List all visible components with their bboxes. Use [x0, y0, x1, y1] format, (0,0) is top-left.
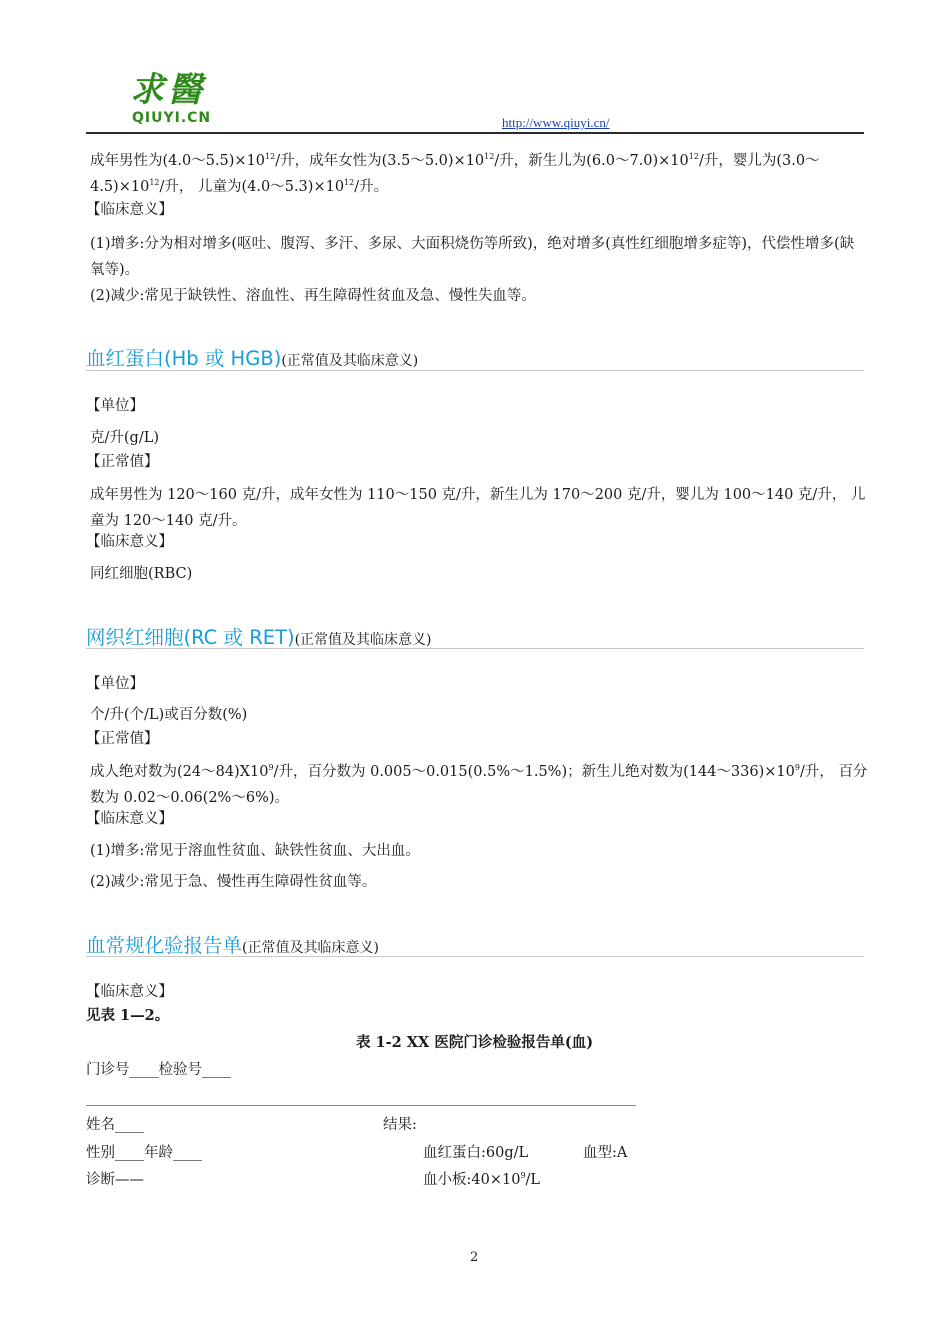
hb-subtitle: (正常值及其临床意义) — [281, 353, 419, 369]
sex-age-field: 性别____年龄____ — [86, 1145, 202, 1161]
ret-normal-label: 【正常值】 — [86, 731, 159, 747]
hb-normal-values: 成年男性为 120～160 克/升，成年女性为 110～150 克/升，新生儿为 170～200 克/升，婴儿为 100～140 克/升， 儿童为 120～140 克/升。 — [90, 487, 866, 529]
cbc-title: 血常规化验报告单 — [86, 934, 243, 957]
rbc-increase-item: (1)增多:分为相对增多(呕吐、腹泻、多汗、多尿、大面积烧伤等所致)，绝对增多(真性红细胞增多症等)，代偿性增多(缺氧等)。 — [90, 236, 855, 278]
cbc-section-heading — [86, 930, 379, 958]
cbc-clinical-label: 【临床意义】 — [86, 984, 173, 1000]
hb-title: 血红蛋白(Hb 或 HGB) — [86, 347, 282, 370]
patient-name-field: 姓名____ — [86, 1117, 144, 1133]
ret-increase-item: (1)增多:常见于溶血性贫血、缺铁性贫血、大出血。 — [90, 843, 420, 859]
rbc-clinical-label: 【临床意义】 — [86, 202, 173, 218]
platelet-result: 血小板$:40\times 10^9/L$ — [423, 1171, 541, 1188]
form-divider — [86, 1105, 636, 1106]
clinic-number-field: 门诊号____检验号____ — [86, 1062, 231, 1078]
page-number: 2 — [470, 1250, 479, 1265]
hb-section-heading — [86, 343, 418, 371]
ret-unit-label: 【单位】 — [86, 676, 144, 692]
result-label: 结果: — [383, 1117, 417, 1133]
ret-clinical-label: 【临床意义】 — [86, 811, 173, 827]
ret-subtitle: (正常值及其临床意义) — [294, 632, 432, 648]
ret-normal-values: 成人绝对数为$(24\sim 84)X10^9/$升，百分数为 0.005～0.015(0.5%～1.5%)；新生儿绝对数为$(144\sim 336)\times 10^9/$升， 百分数为 0.02～0.06(2%～6%)。 — [90, 763, 868, 806]
hb-clinical-text: 同红细胞(RBC) — [90, 566, 193, 582]
diagnosis-field: 诊断—— — [86, 1172, 144, 1188]
hb-normal-label: 【正常值】 — [86, 454, 159, 470]
ret-heading-rule — [86, 648, 864, 649]
hb-heading-rule — [86, 370, 864, 371]
logo-chinese-text: 求醫 — [130, 70, 206, 110]
hb-clinical-label: 【临床意义】 — [86, 534, 173, 550]
logo-english-text: QIUYI.CN — [132, 110, 212, 126]
cbc-subtitle: (正常值及其临床意义) — [242, 940, 379, 956]
site-url-link[interactable]: http://www.qiuyi.cn/ — [502, 115, 610, 130]
hb-unit-label: 【单位】 — [86, 398, 144, 414]
hb-unit-value: 克/升(g/L) — [90, 430, 159, 446]
hemoglobin-result: 血红蛋白:60g/L — [423, 1145, 529, 1161]
ret-title: 网织红细胞(RC 或 RET) — [86, 626, 295, 649]
header-rule — [86, 132, 864, 134]
rbc-normal-values: 成年男性为$(4.0\sim 5.5)\times 10^{12}/$升，成年女性为$(3.5\sim 5.0)\times 10^{12}/$升，新生儿为$(6.0\sim 7.0)\times 10^{12}/$升，婴儿为$(3.0\sim 4.5)\times 10^{12}/$升， 儿童为$(4.0\sim 5.3)\times 10^{12}/$升。 — [90, 152, 820, 195]
cbc-heading-rule — [86, 956, 864, 957]
ret-section-heading — [86, 622, 432, 650]
table-caption: 表 1-2 XX 医院门诊检验报告单(血) — [356, 1034, 594, 1051]
site-logo[interactable] — [130, 62, 240, 132]
cbc-see-table: 见表 1—2。 — [86, 1007, 170, 1024]
ret-decrease-item: (2)减少:常见于急、慢性再生障碍性贫血等。 — [90, 874, 377, 890]
ret-unit-value: 个/升(个/L)或百分数(%) — [90, 707, 248, 723]
rbc-decrease-item: (2)减少:常见于缺铁性、溶血性、再生障碍性贫血及急、慢性失血等。 — [90, 288, 536, 304]
blood-type-result: 血型:A — [583, 1145, 628, 1161]
